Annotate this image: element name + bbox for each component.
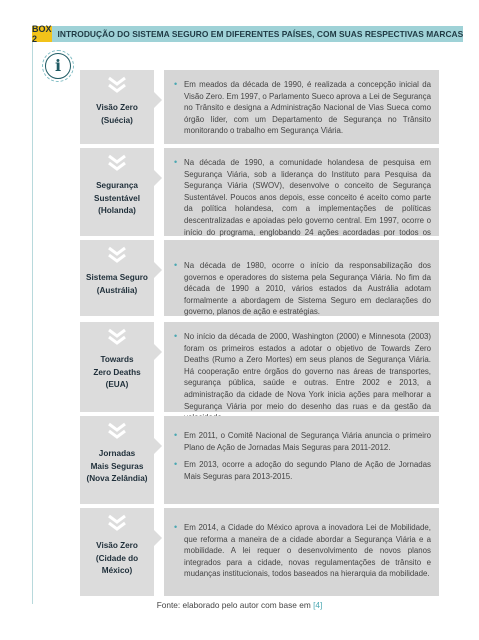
description-cell (164, 322, 439, 412)
category-cell (80, 416, 154, 504)
list-item: • Na década de 1980, ocorre o início da responsabilização dos governos e operadores do sistema pela Segurança Viária. No fim da década de 1990 a 2010, vários estados da Austrália adotam formalmente a abordagem de Sistema Seguro em declarações do governo, planos de ação e estratégias. (174, 260, 431, 317)
category-cell (80, 508, 154, 596)
chevron-down-icon (104, 422, 130, 442)
category-cell (80, 322, 154, 412)
list-item: • Em meados da década de 1990, é realizada a concepção inicial da Visão Zero. Em 1997, o Parlamento Sueco aprova a Lei de Segurança no Trânsito e designa a Administração Nacional de Vias Sueca como órgão líder, com um Departamento de Segurança no Trânsito monitorando o trabalho em Segurança Viária. (174, 79, 431, 136)
chevron-down-icon (104, 154, 130, 174)
chevron-down-icon (104, 328, 130, 348)
category-cell (80, 148, 154, 236)
row-visao-zero-mexico (80, 508, 439, 596)
description-cell (164, 416, 439, 504)
description-cell (164, 70, 439, 144)
chevron-down-icon (104, 76, 130, 96)
footer-text: Fonte: elaborado pelo autor com base em (156, 600, 314, 610)
info-badge (42, 50, 74, 82)
row-jornadas-mais-seguras (80, 416, 439, 504)
row-arrow (154, 530, 162, 546)
row-arrow (154, 344, 162, 360)
box-sidebar (32, 42, 81, 604)
reference-link[interactable]: [4] (313, 600, 323, 610)
row-arrow (154, 438, 162, 454)
category-label: Visão Zero (Cidade do México) (95, 541, 139, 575)
box-label: BOX 2 (32, 24, 52, 44)
category-label: Towards Zero Deaths (EUA) (93, 355, 141, 389)
description-cell (164, 148, 439, 236)
chevron-down-icon (104, 514, 130, 534)
row-arrow (154, 262, 162, 278)
list-item: • Em 2011, o Comitê Nacional de Segurança Viária anuncia o primeiro Plano de Ação de Jornadas Mais Seguras para 2011-2012. (174, 430, 431, 452)
row-towards-zero-deaths (80, 322, 439, 412)
row-sistema-seguro (80, 240, 439, 316)
box-header (32, 24, 464, 44)
row-arrow (154, 170, 162, 186)
box-title: INTRODUÇÃO DO SISTEMA SEGURO EM DIFERENTES PAÍSES, COM SUAS RESPECTIVAS MARCAS (52, 26, 464, 42)
category-cell (80, 70, 154, 144)
description-cell (164, 508, 439, 596)
row-visao-zero-suecia (80, 70, 439, 144)
category-cell (80, 240, 154, 316)
category-label: Sistema Seguro (Austrália) (86, 273, 148, 295)
category-label: Visão Zero (Suécia) (96, 103, 138, 125)
row-arrow (154, 92, 162, 108)
list-item: • Na década de 1990, a comunidade holandesa de pesquisa em Segurança Viária, sob a liderança do Instituto para Pesquisa da Segurança Viária (SWOV), desenvolve o conceito de Segurança Sustentável. Poucos anos depois, esse conceito é aceito como parte da política holandesa, com a implementações de políticas descentralizadas e apoiadas pelo governo central. Em 1997, ocorre o início do programa, englobando 24 ações acordadas por todos os (174, 157, 431, 237)
description-cell (164, 240, 439, 316)
list-item: • Em 2014, a Cidade do México aprova a inovadora Lei de Mobilidade, que reforma a maneira de a cidade abordar a Segurança Viária e a mobilidade. A lei requer o desenvolvimento de novos planos integrados para a cidade, novas regulamentações de trânsito e mudanças institucionais, todos baseados na hierarquia da mobilidade. (174, 522, 431, 579)
info-icon: i (45, 53, 71, 79)
source-footer (0, 600, 479, 610)
category-label: Segurança Sustentável (Holanda) (94, 181, 140, 215)
list-item: • No início da década de 2000, Washington (2000) e Minnesota (2003) foram os primeiros estados a adotar o objetivo de Towards Zero Deaths (Rumo a Zero Mortes) em seus planos de Segurança Viária. Há cooperação entre órgãos do governo nas áreas de transportes, segurança pública, saúde e outras. Entre 2002 e 2013, a administração da cidade de Nova York inicia ações para melhorar a Segurança Viária por meio do desenho das ruas e da gestão da (174, 331, 431, 411)
row-seguranca-sustentavel (80, 148, 439, 236)
chevron-down-icon (104, 246, 130, 266)
category-label: Jornadas Mais Seguras (Nova Zelândia) (86, 449, 148, 483)
list-item: • Em 2013, ocorre a adoção do segundo Plano de Ação de Jornadas Mais Seguras para 2013-2015. (174, 459, 431, 481)
